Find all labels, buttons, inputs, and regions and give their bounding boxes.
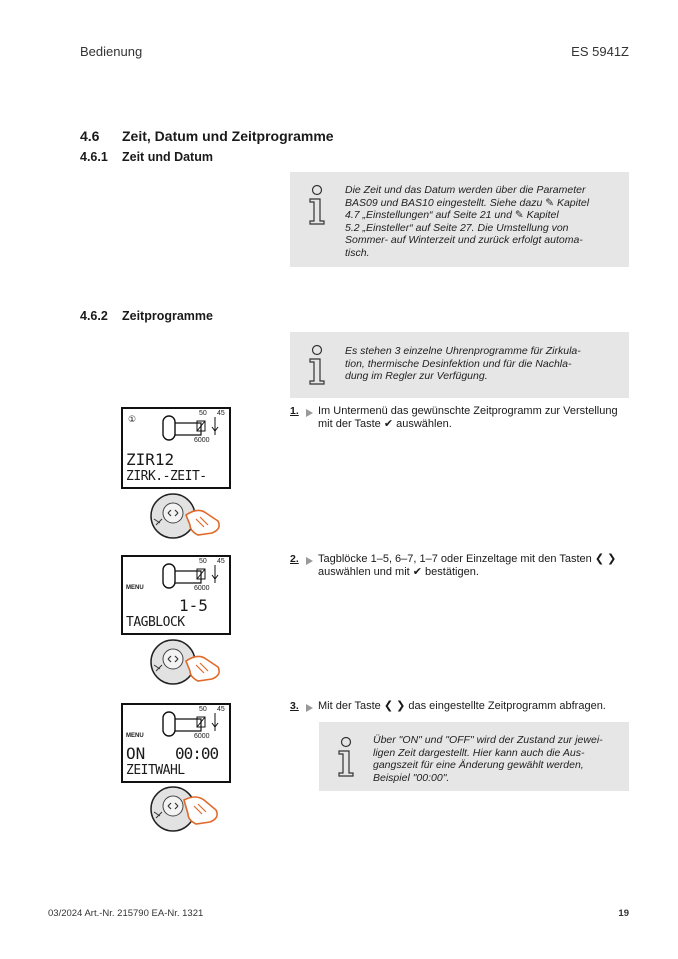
arrow-right-icon xyxy=(306,557,313,565)
info-line: Die Zeit und das Datum werden über die Parameter xyxy=(345,184,586,196)
arrow-right-icon xyxy=(306,704,313,712)
subsection-number-1: 4.6.1 xyxy=(80,150,108,164)
info-line: Über "ON" und "OFF" wird der Zustand zur jewei- xyxy=(373,734,603,746)
step-number: 1. xyxy=(290,405,299,417)
lcd-value-50: 50 xyxy=(199,558,207,565)
step-text-line: mit der Taste ✔ auswählen. xyxy=(318,418,452,430)
info-line: gangszeit für eine Änderung gewählt werden, xyxy=(373,759,584,771)
menu-label: MENU xyxy=(126,585,144,591)
lcd-line-2: TAGBLOCK xyxy=(126,615,185,630)
step-text-line: Im Untermenü das gewünschte Zeitprogramm zur Verstellung xyxy=(318,405,618,417)
info-line: BAS09 und BAS10 eingestellt. Siehe dazu ✎ Kapitel xyxy=(345,196,590,209)
step-text-line: auswählen und mit ✔ bestätigen. xyxy=(318,566,479,578)
lcd-display-1 xyxy=(121,407,231,489)
info-box-time-programs xyxy=(290,332,629,398)
lcd-line-1: 1-5 xyxy=(179,596,208,615)
lcd-value-6000: 6000 xyxy=(194,437,210,444)
info-icon xyxy=(306,344,328,386)
info-icon xyxy=(335,736,357,778)
lcd-value-6000: 6000 xyxy=(194,585,210,592)
section-title: Zeit, Datum und Zeitprogramme xyxy=(122,128,334,144)
header-section-name: Bedienung xyxy=(80,44,143,59)
step-number: 2. xyxy=(290,553,299,565)
info-line: Beispiel "00:00". xyxy=(373,771,450,784)
subsection-title-1: Zeit und Datum xyxy=(122,150,213,164)
info-box-time-date xyxy=(290,172,629,267)
lcd-line-1-time: 00:00 xyxy=(175,744,219,763)
info-line: Sommer- auf Winterzeit und zurück erfolgt automa- xyxy=(345,234,583,246)
lcd-line-2: ZIRK.-ZEIT- xyxy=(126,469,207,484)
info-line: 5.2 „Einsteller“ auf Seite 27. Die Umstellung von xyxy=(345,221,569,234)
subsection-number-2: 4.6.2 xyxy=(80,309,108,323)
control-dial-press-icon xyxy=(146,784,224,834)
info-line: ligen Zeit dargestellt. Hier kann auch die Aus- xyxy=(373,746,585,759)
lcd-value-45: 45 xyxy=(217,706,225,713)
lcd-line-1-state: ON xyxy=(126,744,146,763)
info-icon xyxy=(306,184,328,226)
section-number: 4.6 xyxy=(80,128,100,144)
info-line: tisch. xyxy=(345,246,370,259)
subsection-title-2: Zeitprogramme xyxy=(122,309,213,323)
lcd-value-45: 45 xyxy=(217,558,225,565)
lcd-display-2 xyxy=(121,555,231,635)
step-number: 3. xyxy=(290,700,299,712)
lcd-value-50: 50 xyxy=(199,706,207,713)
control-dial-press-icon xyxy=(146,491,224,541)
control-dial-press-icon xyxy=(146,637,224,687)
info-line: dung im Regler zur Verfügung. xyxy=(345,370,488,382)
lcd-value-6000: 6000 xyxy=(194,733,210,740)
lcd-line-1: ZIR12 xyxy=(126,450,175,469)
info-line: Es stehen 3 einzelne Uhrenprogramme für Zirkula- xyxy=(345,345,581,357)
lcd-line-2: ZEITWAHL xyxy=(126,763,185,778)
header-doc-id: ES 5941Z xyxy=(571,44,629,59)
lcd-value-45: 45 xyxy=(217,410,225,417)
lcd-value-50: 50 xyxy=(199,410,207,417)
step-text-line: Mit der Taste ❮ ❯ das eingestellte Zeitprogramm abfragen. xyxy=(318,700,606,712)
arrow-right-icon xyxy=(306,409,313,417)
lcd-display-3 xyxy=(121,703,231,783)
power-icon: ① xyxy=(128,414,137,424)
menu-label: MENU xyxy=(126,733,144,739)
footer-article-info: 03/2024 Art.-Nr. 215790 EA-Nr. 1321 xyxy=(48,908,204,919)
info-line: 4.7 „Einstellungen“ auf Seite 21 und ✎ Kapitel xyxy=(345,209,559,221)
info-box-on-off xyxy=(319,722,629,791)
info-line: tion, thermische Desinfektion und für die Nachla- xyxy=(345,357,572,370)
page-number: 19 xyxy=(618,908,629,919)
step-text-line: Tagblöcke 1–5, 6–7, 1–7 oder Einzeltage mit den Tasten ❮ ❯ xyxy=(318,553,617,565)
